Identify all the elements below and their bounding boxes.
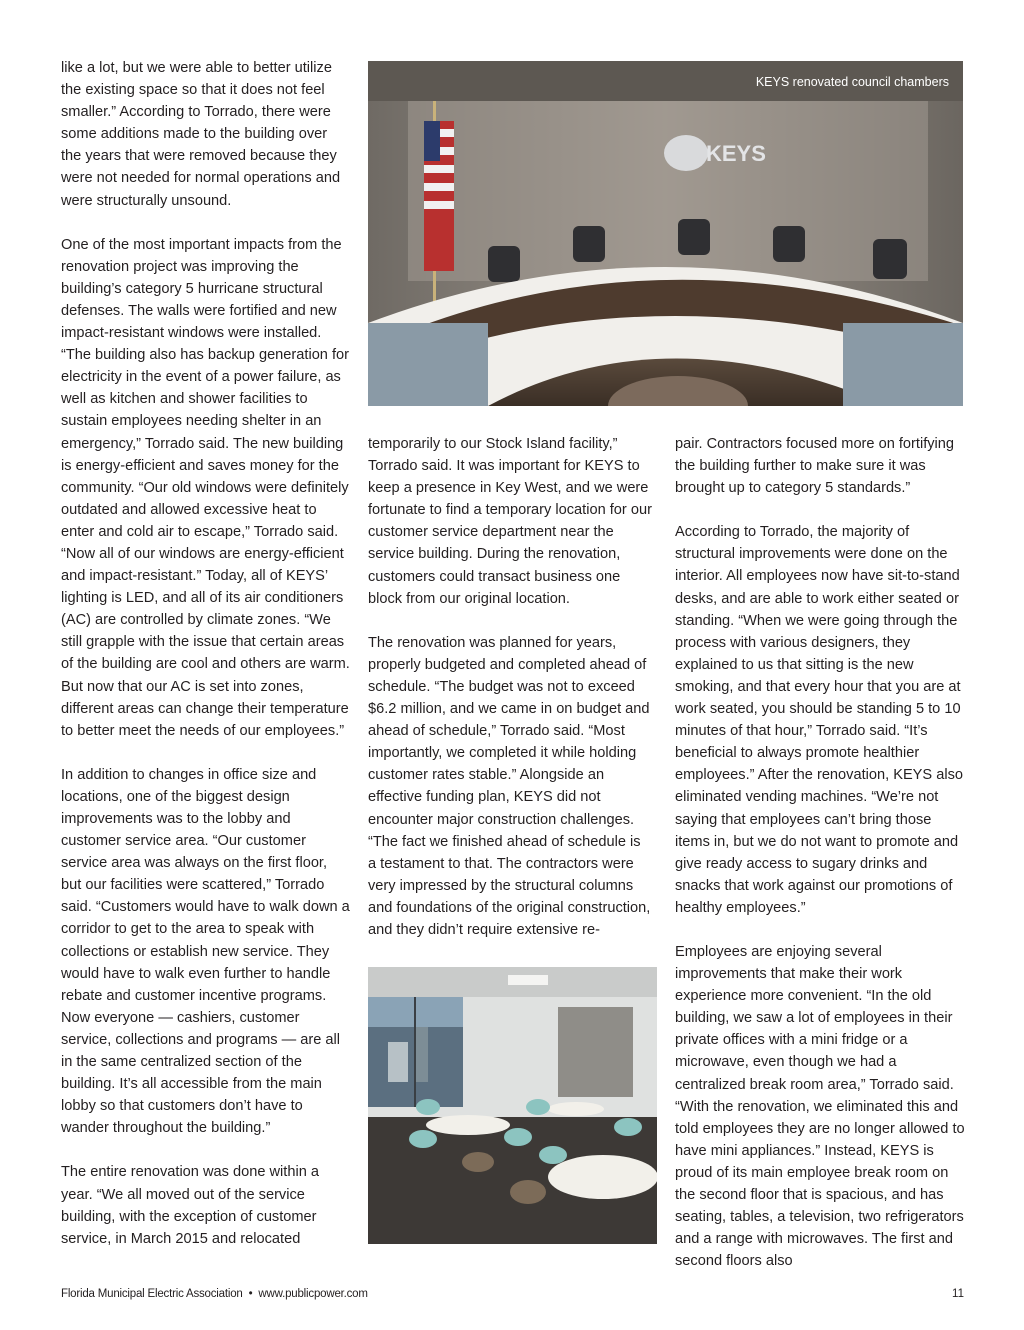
council-chambers-image [368,61,963,406]
footer-separator: • [248,1288,253,1300]
page-number: 11 [952,1288,964,1300]
photo-caption: KEYS renovated council chambers [755,75,949,89]
paragraph: According to Torrado, the majority of structural improvements were done on the interior. All employees now have sit-to-stand desks, and are able to work either seated or standing. “When we were going through the process with various designers, they explained to us that sitting is the new smoking, and that every hour that you are at work seated, you should be standing 5 to 10 minutes of that hour,” Torrado said. “It’s beneficial to always promote healthier employees.” After the renovation, KEYS also eliminated vending machines. “We’re not saying that employees can’t bring those items in, but we do not want to promote and give ready access to sugary drinks and snacks that work against our promotions of healthy employees.” [675,524,963,916]
footer-url[interactable]: www.publicpower.com [258,1288,368,1300]
footer-organization: Florida Municipal Electric Association [61,1288,243,1300]
paragraph: pair. Contractors focused more on fortifying the building further to make sure it was brought up to category 5 standards.” [675,436,955,497]
article-column-2 [368,433,652,963]
paragraph: temporarily to our Stock Island facility,” Torrado said. It was important for KEYS to keep a presence in Key West, and we were fortunate to find a temporary location for our customer service department near the service building. During the renovation, customers could transact business one block from our original location. [368,436,652,607]
svg-text:KEYS: KEYS [706,141,766,166]
paragraph: In addition to changes in office size and locations, one of the biggest design improvements was to the lobby and customer service area. “Our customer service area was always on the first floor, but our facilities were scattered,” Torrado said. “Customers would have to walk down a corridor to get to the area to speak with collections or establish new service. They would have to walk even further to handle rebate and customer incentive programs. Now everyone — cashiers, customer service, collections and programs — are all in the same centralized section of the building. It’s all accessible from the main lobby so that customers don’t have to wander throughout the building.” [61,766,350,1137]
paragraph: The renovation was planned for years, properly budgeted and completed ahead of schedule. “The budget was not to exceed $6.2 million, and we came in on budget and ahead of schedule,” Torrado said. “Most importantly, we completed it while holding customer rates stable.” Alongside an effective funding plan, KEYS did not encounter major construction challenges. “The fact we finished ahead of schedule is a testament to that. The contractors were very impressed by the structural columns and foundations of the original construction, and they didn’t require extensive re- [368,634,651,938]
paragraph: Employees are enjoying several improvements that make their work experience more convenient. “In the old building, we saw a lot of employees in their private offices with a mini fridge or a microwave, even though we had a centralized break room area,” Torrado said. “With the renovation, we eliminated this and told employees they are no longer allowed to have mini appliances.” Instead, KEYS is proud of its main employee break room on the second floor that is spacious, and has seating, tables, a television, two refrigerators and a range with microwaves. The first and second floors also [675,943,965,1270]
break-room-image [368,967,657,1244]
article-column-1 [61,57,351,1272]
paragraph: One of the most important impacts from the renovation project was improving the building’s category 5 hurricane structural defenses. The walls were fortified and new impact-resistant windows were installed. “The building also has backup generation for electricity in the event of a power failure, as well as kitchen and shower facilities to sustain employees needing shelter in an emergency,” Torrado said. The new building is energy-efficient and saves money for the community. “Our old windows were definitely outdated and allowed excessive heat to enter and cold air to escape,” Torrado said. “Now all of our windows are energy-efficient and impact-resistant.” Today, all of KEYS’ lighting is LED, and all of its air conditioners (AC) are controlled by climate zones. “We still grapple with the issue that certain areas of the building are cool and others are warm. But now that our AC is set into zones, different areas can change their temperature to better meet the needs of our employees.” [61,236,350,739]
paragraph: like a lot, but we were able to better utilize the existing space so that it does not feel smaller.” According to Torrado, there were some additions made to the building over the years that were removed because they were not needed for normal operations and were structurally unsound. [61,60,341,209]
paragraph: The entire renovation was done within a year. “We all moved out of the service building, with the exception of customer service, in March 2015 and relocated [61,1164,319,1247]
page-footer [61,1288,964,1306]
break-room-photo [368,967,657,1244]
article-column-3 [675,433,967,1294]
council-chambers-photo [368,61,963,406]
